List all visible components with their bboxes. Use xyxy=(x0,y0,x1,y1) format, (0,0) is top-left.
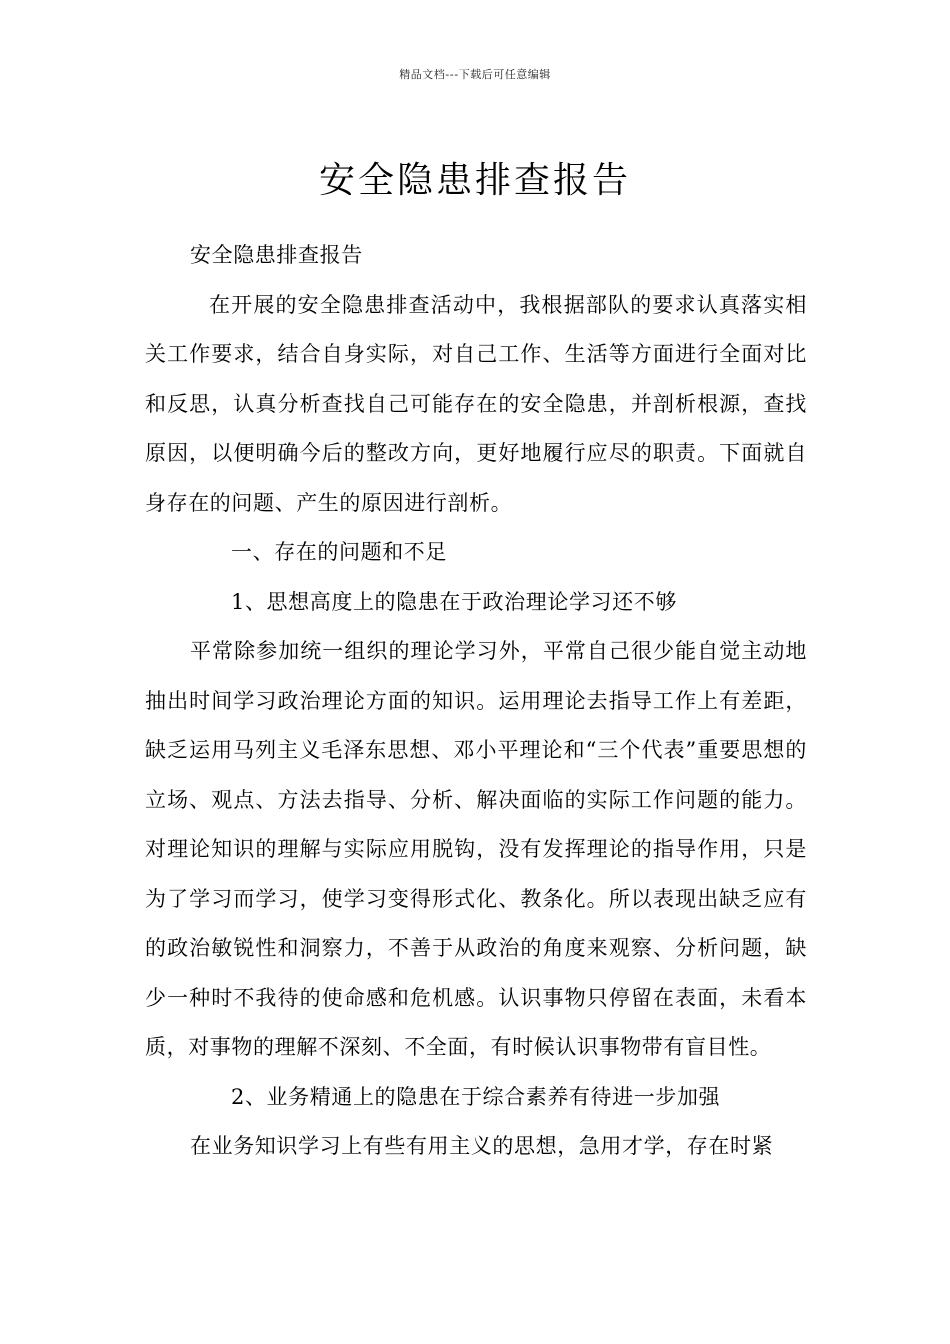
item-heading-1: 1、思想高度上的隐患在于政治理论学习还不够 xyxy=(231,589,677,614)
item-body-1: 平常除参加统一组织的理论学习外，平常自己很少能自觉主动地抽出时间学习政治理论方面的知识。运用理论去指导工作上有差距，缺乏运用马列主义毛泽东思想、邓小平理论和“三个代表”重要思想的立场、观点、方法去指导、分析、解决面临的实际工作问题的能力。对理论知识的理解与实际应用脱钩，没有发挥理论的指导作用，只是为了学习而学习，使学习变得形式化、教条化。所以表现出缺乏应有的政治敏锐性和洞察力，不善于从政治的角度来观察、分析问题，缺少一种时不我待的使命感和危机感。认识事物只停留在表面，未看本质，对事物的理解不深刻、不全面，有时候认识事物带有盲目性。 xyxy=(145,639,807,1059)
document-subtitle: 安全隐患排查报告 xyxy=(190,243,363,267)
header-note: 精品文档---下载后可任意编辑 xyxy=(399,68,551,81)
document-body xyxy=(145,231,807,1172)
intro-paragraph: 在开展的安全隐患排查活动中，我根据部队的要求认真落实相关工作要求，结合自身实际，对自己工作、生活等方面进行全面对比和反思，认真分析查找自己可能存在的安全隐患，并剖析根源，查找原因，以便明确今后的整改方向，更好地履行应尽的职责。下面就自身存在的问题、产生的原因进行剖析。 xyxy=(145,292,807,515)
item-body-2: 在业务知识学习上有些有用主义的思想，急用才学，存在时紧 xyxy=(190,1134,774,1158)
item-heading-2: 2、业务精通上的隐患在于综合素养有待进一步加强 xyxy=(231,1084,721,1109)
document-title: 安全隐患排查报告 xyxy=(318,160,631,202)
section-heading: 一、存在的问题和不足 xyxy=(231,540,447,564)
